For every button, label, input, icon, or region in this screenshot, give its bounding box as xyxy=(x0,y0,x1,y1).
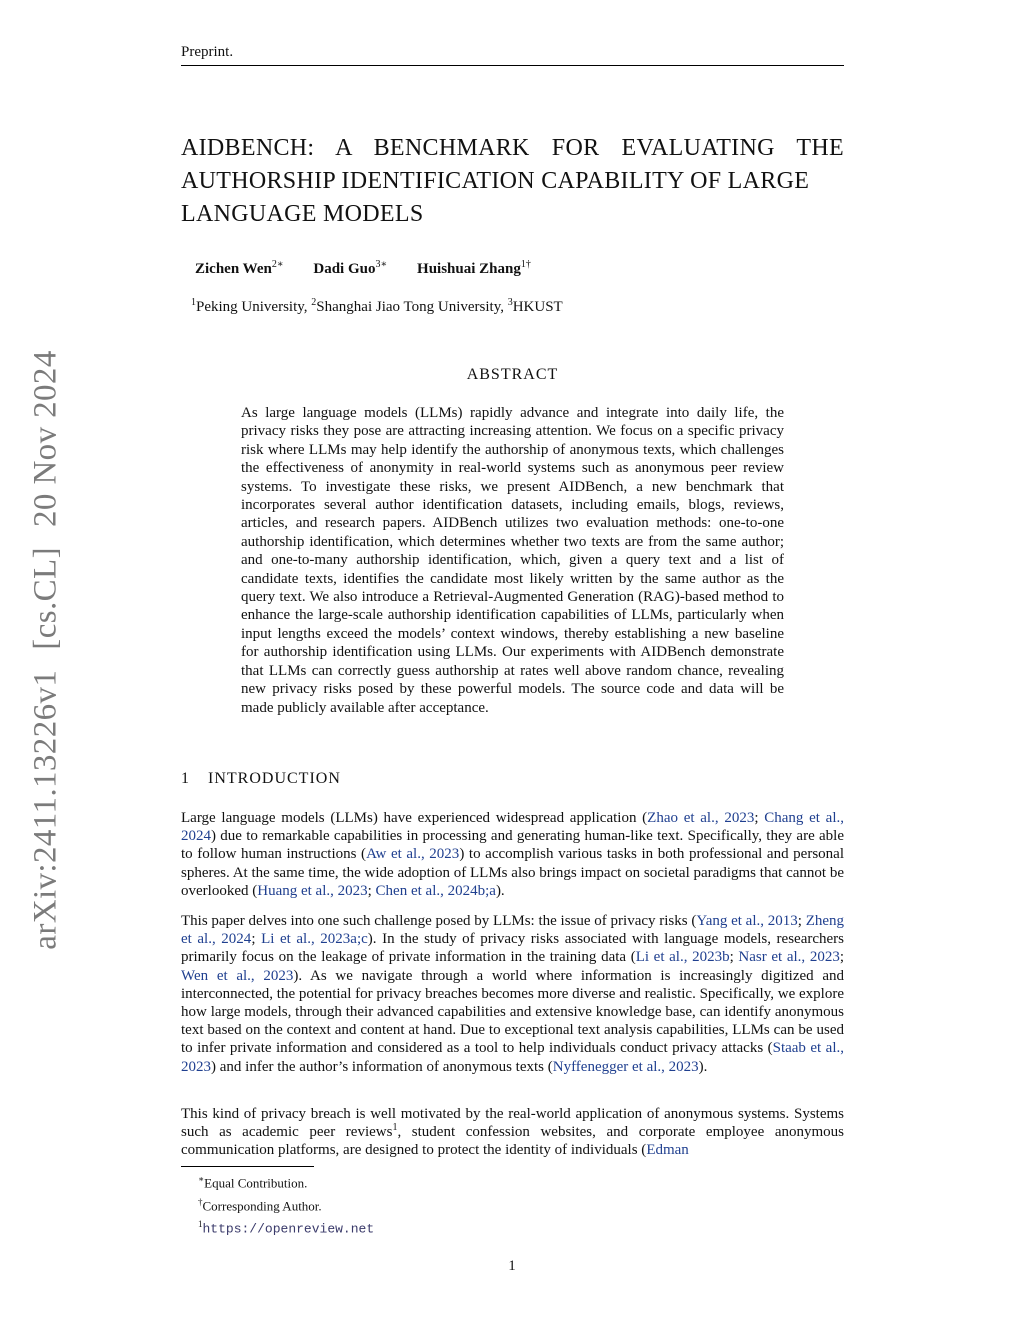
affil-mark: 2 xyxy=(311,297,317,308)
affil-name: Shanghai Jiao Tong University, xyxy=(316,299,504,315)
paper-title xyxy=(181,132,844,231)
text-run: ; xyxy=(754,810,765,826)
author xyxy=(417,261,531,277)
section-number: 1 xyxy=(181,770,190,787)
text-run: ; xyxy=(839,949,844,966)
footnote-rule xyxy=(181,1166,314,1167)
author xyxy=(195,261,284,277)
arxiv-stamp xyxy=(28,350,65,949)
section-title: INTRODUCTION xyxy=(208,770,341,787)
text-run: ). As we navigate through a world where information is increasingly digitized and interconnected, the potential for privacy breaches becomes more diverse and realistic. Specifically, we explore how large models, through their advanced capabilities and extensive knowledge base, can identify anonymous text based on the context and content at hand. Due to exceptional text analysis capabilities, LLMs can be used to infer private information and considered as a tool to help individuals conduct privacy attacks ( xyxy=(181,967,844,1057)
author-mark: 3∗ xyxy=(375,259,388,270)
author-name: Dadi Guo xyxy=(313,261,376,277)
citation-link[interactable]: Aw et al., 2023 xyxy=(366,846,460,863)
text-run: ; xyxy=(367,882,376,899)
author-mark: 2∗ xyxy=(271,259,284,270)
abstract-text: As large language models (LLMs) rapidly advance and integrate into daily life, the privacy risks they pose are attracting increasing attention. We focus on a specific privacy risk where LLMs may help identify the authorship of anonymous texts, which challenges the effectiveness of anonymity in real-world systems such as anonymous peer review systems. To investigate these risks, we present AIDBench, a new benchmark that incorporates several author identification datasets, including emails, blogs, reviews, articles, and research papers. AIDBench utilizes two evaluation methods: one-to-one authorship identification, which determines whether two texts are from the same author; and one-to-many authorship identification, which, given a query text and a list of candidate texts, identifies the candidate most likely written by the same author as the query text. We also introduce a Retrieval-Augmented Generation (RAG)-based method to enhance the large-scale authorship identification capabilities of LLMs, particularly when input lengths exceed the models’ context windows, thereby establishing a new baseline for authorship identification using LLMs. Our experiments with AIDBench demonstrate that LLMs can correctly guess authorship at rates well above random chance, revealing new privacy risks posed by these powerful models. The source code and data will be made publicly available after acceptance. xyxy=(241,405,784,716)
author xyxy=(313,261,387,277)
affil-name: Peking University, xyxy=(196,299,308,315)
text-run: ). xyxy=(495,882,505,899)
text-run: ) due to remarkable capabilities in processing and generating human-like text. Specifically, they are able to follow human instructions ( xyxy=(181,828,844,863)
text-run: This kind of privacy breach is well motivated by the real-world application of anonymous systems. Systems such as academic peer reviews xyxy=(181,1106,844,1141)
text-run: Large language models (LLMs) have experienced widespread application ( xyxy=(181,810,648,826)
citation-link[interactable]: Zheng et al., 2024 xyxy=(181,913,845,948)
arxiv-id: arXiv:2411.13226v1 xyxy=(27,669,64,950)
footnote xyxy=(198,1170,374,1193)
text-run: This paper delves into one such challenge posed by LLMs: the issue of privacy risks ( xyxy=(181,913,697,929)
text-run: ; xyxy=(251,931,262,948)
text-run: ; xyxy=(797,913,806,929)
text-run: ; xyxy=(729,949,739,966)
author-list xyxy=(195,259,557,278)
affil-name: HKUST xyxy=(512,299,563,315)
text-run: , student confession websites, and corporate employee anonymous communication platforms, are designed to protect the identity of individuals ( xyxy=(181,1124,844,1159)
footnote-mark: 1 xyxy=(198,1219,203,1230)
header-rule xyxy=(181,65,844,66)
footnote xyxy=(198,1215,374,1239)
paragraph xyxy=(181,809,844,900)
citation-link[interactable]: Li et al., 2023b xyxy=(635,949,730,966)
citation-link[interactable]: Yang et al., 2013 xyxy=(696,913,798,929)
footnotes xyxy=(198,1170,374,1239)
citation-link[interactable]: Huang et al., 2023 xyxy=(257,882,368,899)
citation-link[interactable]: Edman xyxy=(646,1142,689,1159)
citation-link[interactable]: Nasr et al., 2023 xyxy=(738,949,840,966)
citation-link[interactable]: Zhao et al., 2023 xyxy=(647,810,755,826)
text-run: ). In the study of privacy risks associated with language models, researchers primarily focus on the leakage of private information in the training data ( xyxy=(181,931,844,966)
paragraph xyxy=(181,912,844,1076)
footnote-text: Equal Contribution. xyxy=(204,1175,308,1191)
text-run: ). xyxy=(698,1058,708,1075)
title-line-2: AUTHORSHIP IDENTIFICATION CAPABILITY OF LARGE LANGUAGE MODELS xyxy=(181,168,810,227)
title-line-1: AIDBENCH: A BENCHMARK FOR EVALUATING THE xyxy=(181,135,844,161)
section-heading xyxy=(181,770,341,788)
citation-link[interactable]: Staab et al., 2023 xyxy=(181,1040,844,1075)
arxiv-category: [cs.CL] xyxy=(27,547,64,650)
author-mark: 1† xyxy=(520,259,531,270)
author-name: Huishuai Zhang xyxy=(417,261,521,277)
arxiv-date: 20 Nov 2024 xyxy=(27,350,64,528)
affiliations xyxy=(191,297,563,316)
citation-link[interactable]: Li et al., 2023a;c xyxy=(261,931,368,948)
citation-link[interactable]: Nyffenegger et al., 2023 xyxy=(552,1058,699,1075)
paragraph xyxy=(181,1105,844,1160)
citation-link[interactable]: Chen et al., 2024b;a xyxy=(375,882,496,899)
affil-mark: 3 xyxy=(507,297,513,308)
text-run: ) to accomplish various tasks in both professional and personal spheres. At the same time, the wide adoption of LLMs also brings impact on societal paradigms that cannot be overlooked ( xyxy=(181,846,844,899)
footnote-url-link[interactable]: https://openreview.net xyxy=(202,1221,375,1237)
footnote-text: Corresponding Author. xyxy=(202,1197,322,1213)
author-name: Zichen Wen xyxy=(195,261,272,277)
citation-link[interactable]: Chang et al., 2024 xyxy=(181,810,844,845)
footnote xyxy=(198,1193,374,1216)
text-run: ) and infer the author’s information of anonymous texts ( xyxy=(211,1058,553,1075)
footnote-mark: ∗ xyxy=(198,1174,205,1184)
citation-link[interactable]: Wen et al., 2023 xyxy=(181,967,294,984)
running-header: Preprint. xyxy=(181,44,234,60)
page-number: 1 xyxy=(508,1258,516,1274)
footnote-marker[interactable]: 1 xyxy=(392,1122,398,1134)
footnote-mark: † xyxy=(198,1196,203,1207)
abstract-heading: ABSTRACT xyxy=(466,366,559,383)
affil-mark: 1 xyxy=(191,297,196,308)
